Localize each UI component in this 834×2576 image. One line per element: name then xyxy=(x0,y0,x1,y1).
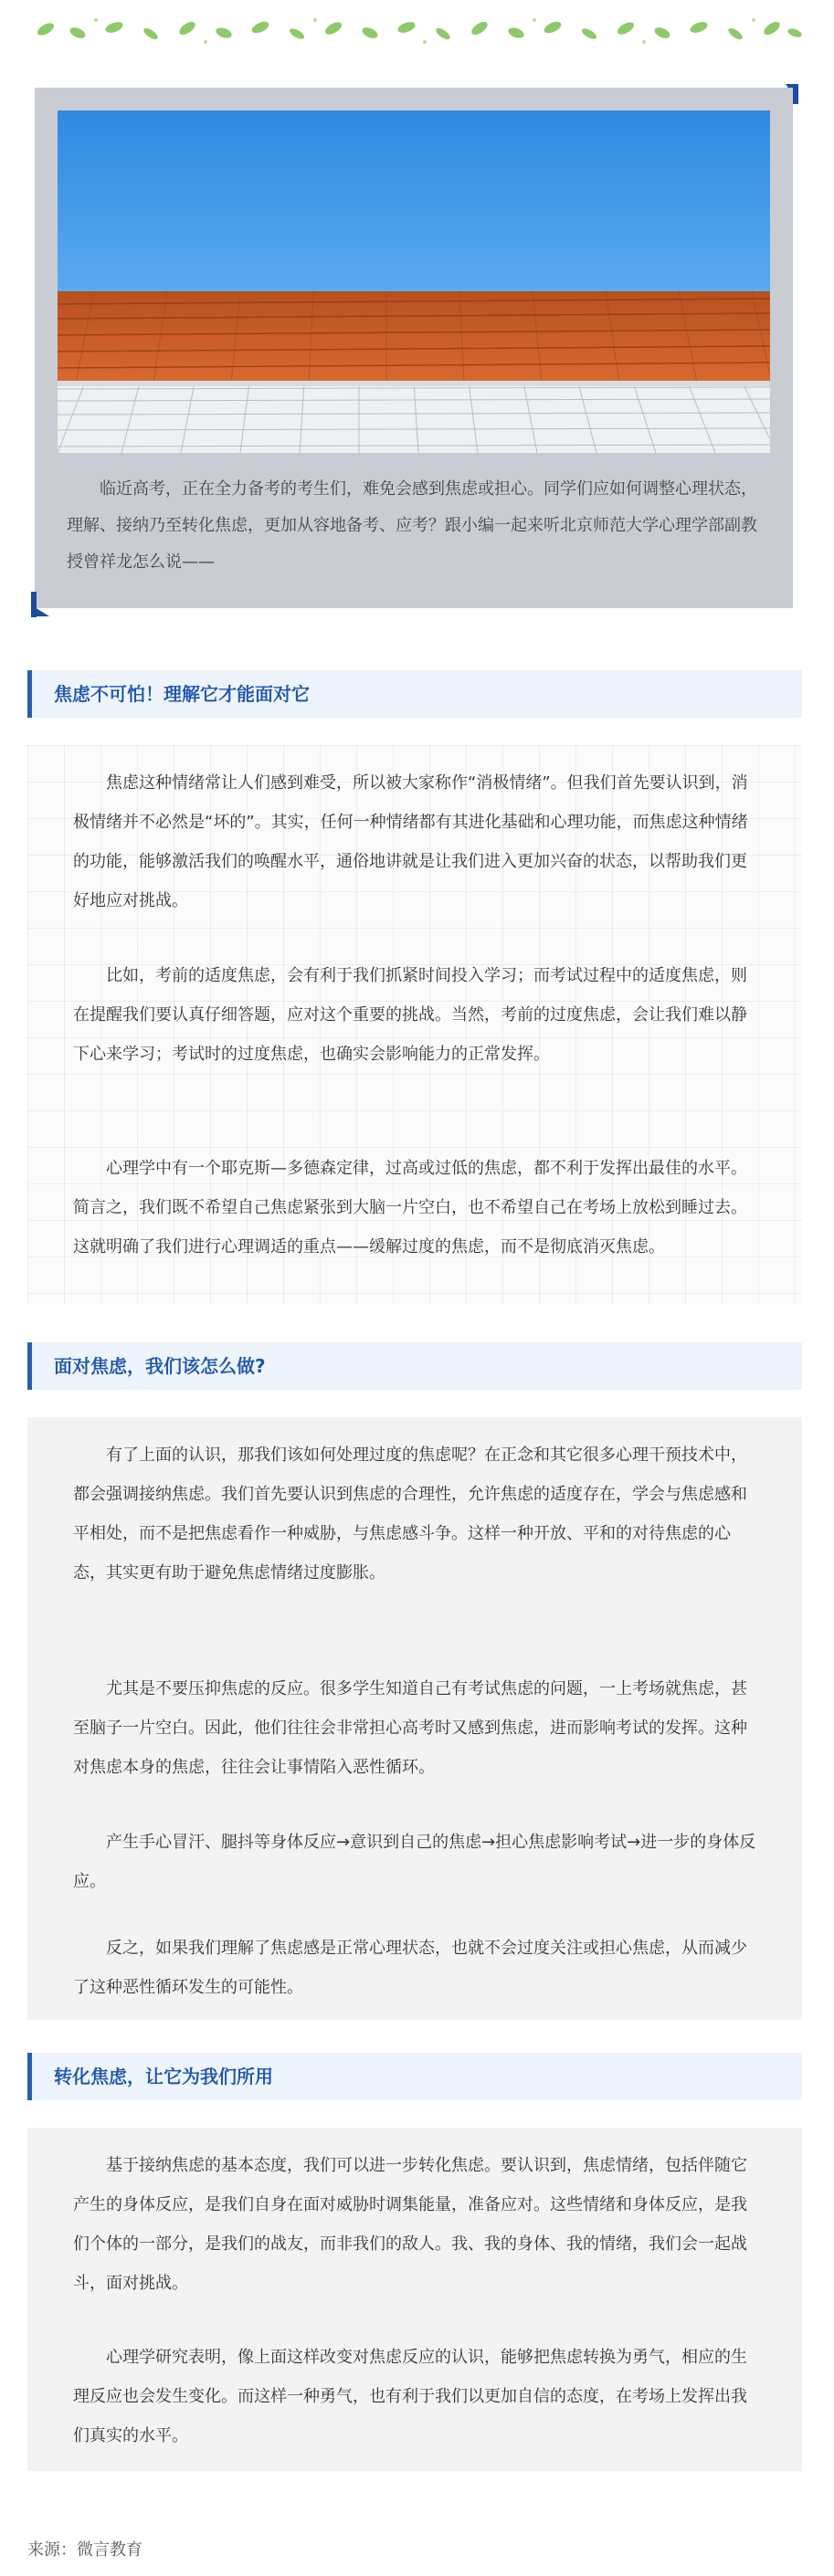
section-transform-body xyxy=(27,2128,802,2471)
paragraph: 基于接纳焦虑的基本态度，我们可以进一步转化焦虑。要认识到，焦虑情绪，包括伴随它产生的身体反应，是我们自身在面对威胁时调集能量，准备应对。这些情绪和身体反应，是我们个体的一部分，是我们的战友，而非我们的敌人。我、我的身体、我的情绪，我们会一起战斗，面对挑战。 xyxy=(73,2156,747,2293)
section-understand-body xyxy=(27,745,802,1304)
leaf-border-decoration xyxy=(27,9,807,50)
paragraph: 比如，考前的适度焦虑，会有利于我们抓紧时间投入学习；而考试过程中的适度焦虑，则在提醒我们要认真仔细答题，应对这个重要的挑战。当然，考前的过度焦虑，会让我们难以静下心来学习；考试时的过度焦虑，也确实会影响能力的正常发挥。 xyxy=(73,966,747,1064)
section-heading-understand: 焦虑不可怕！理解它才能面对它 xyxy=(27,670,802,718)
section-heading-cope: 面对焦虑，我们该怎么做? xyxy=(27,1342,802,1390)
corner-accent-top-right-bar xyxy=(793,84,798,104)
paragraph: 产生手心冒汗、腿抖等身体反应→意识到自己的焦虑→担心焦虑影响考试→进一步的身体反应。 xyxy=(73,1833,756,1891)
paragraph: 尤其是不要压抑焦虑的反应。很多学生知道自己有考试焦虑的问题，一上考场就焦虑，甚至脑子一片空白。因此，他们往往会非常担心高考时又感到焦虑，进而影响考试的发挥。这种对焦虑本身的焦虑，往往会让事情陷入恶性循环。 xyxy=(73,1679,747,1777)
hero-card xyxy=(35,88,793,608)
section-heading-transform: 转化焦虑，让它为我们所用 xyxy=(27,2053,802,2100)
hero-image-roof-sky xyxy=(58,110,770,453)
paragraph: 反之，如果我们理解了焦虑感是正常心理状态，也就不会过度关注或担心焦虑，从而减少了这种恶性循环发生的可能性。 xyxy=(73,1939,747,1997)
corner-accent-bottom-left xyxy=(35,607,49,616)
paragraph: 焦虑这种情绪常让人们感到难受，所以被大家称作“消极情绪”。但我们首先要认识到，消极情绪并不必然是“坏的”。其实，任何一种情绪都有其进化基础和心理功能，而焦虑这种情绪的功能，能够激活我们的唤醒水平，通俗地讲就是让我们进入更加兴奋的状态，以帮助我们更好地应对挑战。 xyxy=(73,773,748,910)
intro-paragraph: 临近高考，正在全力备考的考生们，难免会感到焦虑或担心。同学们应如何调整心理状态，理解、接纳乃至转化焦虑，更加从容地备考、应考？跟小编一起来听北京师范大学心理学部副教授曾祥龙怎么说—— xyxy=(67,479,757,572)
paragraph: 有了上面的认识，那我们该如何处理过度的焦虑呢？在正念和其它很多心理干预技术中，都会强调接纳焦虑。我们首先要认识到焦虑的合理性，允许焦虑的适度存在，学会与焦虑感和平相处，而不是把焦虑看作一种威胁，与焦虑感斗争。这样一种开放、平和的对待焦虑的心态，其实更有助于避免焦虑情绪过度膨胀。 xyxy=(73,1446,747,1582)
section-cope-body xyxy=(27,1417,802,2020)
paragraph: 心理学中有一个耶克斯—多德森定律，过高或过低的焦虑，都不利于发挥出最佳的水平。简言之，我们既不希望自己焦虑紧张到大脑一片空白，也不希望自己在考场上放松到睡过去。这就明确了我们进行心理调适的重点——缓解过度的焦虑，而不是彻底消灭焦虑。 xyxy=(73,1159,747,1256)
paragraph: 心理学研究表明，像上面这样改变对焦虑反应的认识，能够把焦虑转换为勇气，相应的生理反应也会发生变化。而这样一种勇气，也有利于我们以更加自信的态度，在考场上发挥出我们真实的水平。 xyxy=(73,2348,747,2445)
source-credit: 来源：微言教育 xyxy=(27,2540,143,2560)
